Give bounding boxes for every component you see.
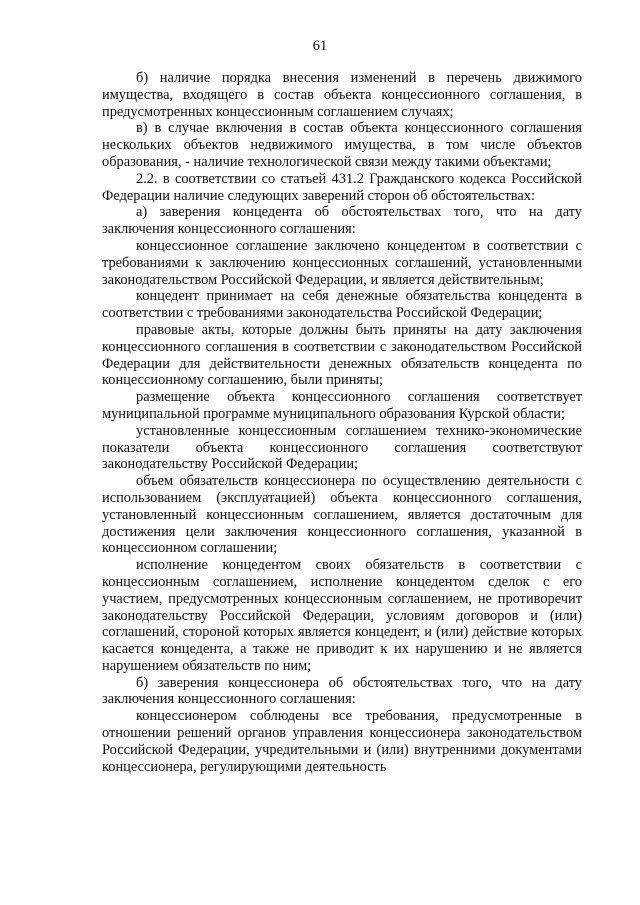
paragraph-13: концессионером соблюдены все требования, предусмотренные в отношении решений органов управления концессионера законодательством Российской Федерации, учредительными и (или) внутренними документами концессионера, регулирующими деятельность [102,708,582,775]
paragraph-12: б) заверения концессионера об обстоятельствах того, что на дату заключения концессионного соглашения: [102,674,582,708]
paragraph-11: исполнение концедентом своих обязательств в соответствии с концессионным соглашением, исполнение концедентом сделок с его участием, предусмотренных концессионным соглашением, не противоречит законодательству Российской Федерации, условиям договоров и (или) соглашений, стороной которых является концедент, и (или) действие которых касается концедента, а также не приводит к их нарушению и не является нарушением обязательств по ним; [102,557,582,674]
paragraph-1: б) наличие порядка внесения изменений в перечень движимого имущества, входящего в состав объекта концессионного соглашения, в предусмотренных концессионным соглашением случаях; [102,70,582,120]
page-number: 61 [312,38,328,54]
document-body [102,70,582,775]
paragraph-9: установленные концессионным соглашением технико-экономические показатели объекта концессионного соглашения соответствуют законодательству Российской Федерации; [102,422,582,473]
paragraph-4: а) заверения концедента об обстоятельствах того, что на дату заключения концессионного соглашения: [102,204,582,238]
paragraph-10: объем обязательств концессионера по осуществлению деятельности с использованием (эксплуатацией) объекта концессионного соглашения, установленный концессионным соглашением, является достаточным для достижения цели заключения концессионного соглашения, указанной в концессионном соглашении; [102,473,582,557]
paragraph-5: концессионное соглашение заключено концедентом в соответствии с требованиями к заключению концессионных соглашений, установленными законодательством Российской Федерации, и является действительным; [102,237,582,288]
paragraph-7: правовые акты, которые должны быть приняты на дату заключения концессионного соглашения в соответствии с законодательством Российской Федерации для действительности денежных обязательств концедента по концессионному соглашению, были приняты; [102,321,582,389]
paragraph-3: 2.2. в соответствии со статьей 431.2 Гражданского кодекса Российской Федерации наличие следующих заверений сторон об обстоятельствах: [102,170,582,204]
paragraph-6: концедент принимает на себя денежные обязательства концедента в соответствии с требованиями законодательства Российской Федерации; [102,288,582,322]
paragraph-8: размещение объекта концессионного соглашения соответствует муниципальной программе муниципального образования Курской области; [102,389,582,422]
paragraph-2: в) в случае включения в состав объекта концессионного соглашения нескольких объектов недвижимого имущества, в том числе объектов образования, - наличие технологической связи между такими объектами; [102,120,582,170]
